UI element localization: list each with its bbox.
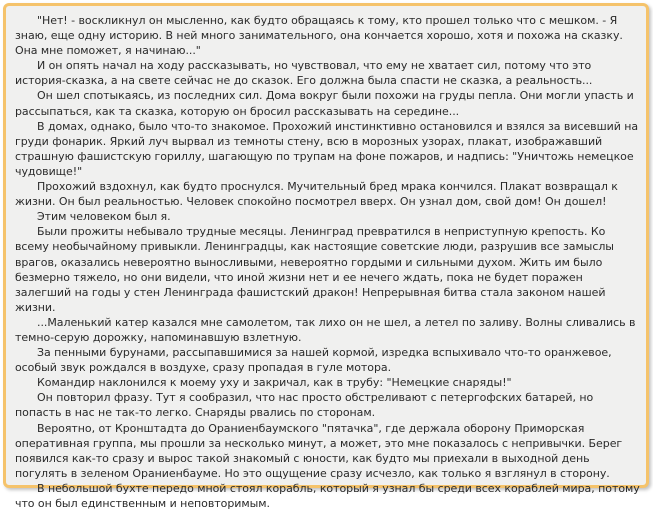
paragraph: За пенными бурунами, рассыпавшимися за нашей кормой, изредка вспыхивало что-то оранжевое, особый звук рождался в воздухе, сразу пропадая в гуле мотора. xyxy=(15,346,612,375)
document-body xyxy=(15,13,640,511)
paragraph: Вероятно, от Кронштадта до Ораниенбаумского "пятачка", где держала оборону Приморская оперативная группа, мы прошли за несколько минут, а может, это мне показалось с непривычки. Берег появился как-то сразу и вырос такой знакомый с юности, как будто мы приехали в выходной день погулять в зеленом Ораниенбауме. Но это ощущение сразу исчезло, как только я взглянул в сторону. xyxy=(15,421,623,480)
paragraph: Он повторил фразу. Тут я сообразил, что нас просто обстреливают с петергофских батарей, но попасть в нас не так-то легко. Снаряды рвались по сторонам. xyxy=(15,391,594,420)
paragraph: Были прожиты небывало трудные месяцы. Ленинград превратился в неприступную крепость. Ко всему необычайному привыкли. Ленинградцы, как настоящие советские люди, разрушив все замыслы врагов, оказались невероятно выносливыми, невероятно гордыми и сильными духом. Жить им было безмерно тяжело, но они видели, что иной жизни нет и ее нечего ждать, пока не будет поражен залегший на годы у стен Ленинграда фашистский дракон! Непрерывная битва стала законом нашей жизни. xyxy=(15,225,614,314)
paragraph: Командир наклонился к моему уху и закричал, как в трубу: "Немецкие снаряды!" xyxy=(37,376,512,390)
paragraph: Он шел спотыкаясь, из последних сил. Дома вокруг были похожи на груды пепла. Они могли упасть и рассыпаться, как та сказка, которую он бросил рассказывать на середине... xyxy=(15,89,634,118)
paragraph: Прохожий вздохнул, как будто проснулся. Мучительный бред мрака кончился. Плакат возвращал к жизни. Он был реальностью. Человек спокойно посмотрел вверх. Он узнал дом, свой дом! Он дошел! xyxy=(15,180,618,209)
paragraph: В домах, однако, было что-то знакомое. Прохожий инстинктивно остановился и взялся за висевший на груди фонарик. Яркий луч вырвал из темноты стену, всю в морозных узорах, плакат, изображавший страшную фашистскую гориллу, шагающую по трупам на фоне пожаров, и надпись: "Уничтожь немецкое чудовище!" xyxy=(15,119,639,178)
paragraph: И он опять начал на ходу рассказывать, но чувствовал, что ему не хватает сил, потому что это история-сказка, а на свете сейчас не до сказок. Его должна была спасти не сказка, а реальность... xyxy=(15,59,593,88)
paragraph: ...Маленький катер казался мне самолетом, так лихо он не шел, а летел по заливу. Волны сливались в темно-серую дорожку, напоминавшую взлетную. xyxy=(15,315,636,344)
paragraph: "Нет! - воскликнул он мысленно, как будто обращаясь к тому, кто прошел только что с мешком. - Я знаю, еще одну историю. В ней много занимательного, она кончается хорошо, хотя и похожа на сказку. Она мне поможет, я начинаю..." xyxy=(15,14,623,58)
paragraph: Этим человеком был я. xyxy=(37,210,171,224)
document-frame xyxy=(3,3,649,510)
paragraph: В небольшой бухте передо мной стоял корабль, который я узнал бы среди всех кораблей мира, потому что он был единственным и неповторимым. xyxy=(15,481,640,510)
